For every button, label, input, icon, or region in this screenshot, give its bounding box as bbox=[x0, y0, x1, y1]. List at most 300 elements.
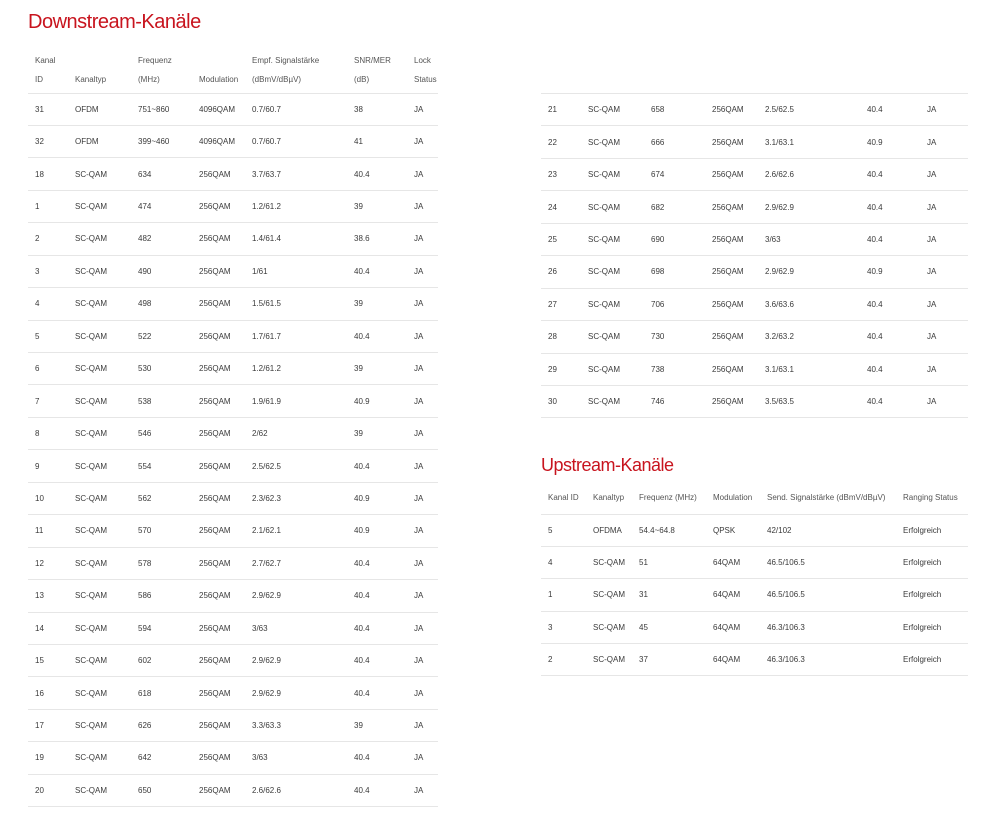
table-cell: 698 bbox=[651, 267, 665, 277]
table-cell: 24 bbox=[548, 202, 557, 212]
table-cell: 3/63 bbox=[252, 623, 268, 633]
table-cell: SC-QAM bbox=[75, 266, 107, 276]
table-cell: 2.3/62.3 bbox=[252, 493, 281, 503]
table-cell: 256QAM bbox=[712, 267, 744, 277]
table-cell: 40.9 bbox=[867, 267, 883, 277]
table-cell: 399~460 bbox=[138, 137, 170, 147]
table-cell: 1/61 bbox=[252, 266, 268, 276]
table-cell: SC-QAM bbox=[593, 655, 625, 665]
table-cell: Erfolgreich bbox=[903, 622, 942, 632]
table-cell: 10 bbox=[35, 493, 44, 503]
table-cell: 256QAM bbox=[712, 234, 744, 244]
table-row bbox=[541, 546, 968, 578]
table-cell: 682 bbox=[651, 202, 665, 212]
table-cell: Erfolgreich bbox=[903, 558, 942, 568]
table-cell: 650 bbox=[138, 785, 152, 795]
table-cell: JA bbox=[414, 137, 424, 147]
table-cell: 46.3/106.3 bbox=[767, 655, 805, 665]
table-cell: SC-QAM bbox=[588, 299, 620, 309]
table-cell: 64QAM bbox=[713, 558, 741, 568]
table-cell: 28 bbox=[548, 332, 557, 342]
table-cell: 578 bbox=[138, 558, 152, 568]
table-cell: 530 bbox=[138, 364, 152, 374]
table-cell: 1.2/61.2 bbox=[252, 364, 281, 374]
table-row bbox=[28, 450, 438, 482]
table-cell: 602 bbox=[138, 656, 152, 666]
table-cell: OFDMA bbox=[593, 525, 622, 535]
col-kanaltyp: Kanaltyp bbox=[75, 74, 107, 84]
table-cell: 1.4/61.4 bbox=[252, 234, 281, 244]
table-cell: 546 bbox=[138, 429, 152, 439]
table-row bbox=[28, 742, 438, 774]
table-cell: SC-QAM bbox=[588, 170, 620, 180]
table-cell: 2.6/62.6 bbox=[252, 785, 281, 795]
table-cell: 2.5/62.5 bbox=[252, 461, 281, 471]
table-cell: 256QAM bbox=[199, 721, 231, 731]
table-cell: 1 bbox=[35, 202, 40, 212]
table-cell: 256QAM bbox=[712, 299, 744, 309]
table-cell: 14 bbox=[35, 623, 44, 633]
table-cell: 40.9 bbox=[354, 493, 370, 503]
table-row bbox=[28, 547, 438, 579]
table-cell: JA bbox=[414, 623, 424, 633]
table-cell: 46.5/106.5 bbox=[767, 590, 805, 600]
table-cell: SC-QAM bbox=[75, 461, 107, 471]
col-snr-mer: SNR/MER (dB) bbox=[354, 55, 391, 84]
col-modulation: Modulation bbox=[713, 492, 753, 502]
table-cell: 40.4 bbox=[867, 299, 883, 309]
table-cell: 2.7/62.7 bbox=[252, 558, 281, 568]
table-cell: 29 bbox=[548, 364, 557, 374]
table-cell: 256QAM bbox=[712, 105, 744, 115]
table-cell: 16 bbox=[35, 688, 44, 698]
table-cell: 0.7/60.7 bbox=[252, 104, 281, 114]
table-cell: 15 bbox=[35, 656, 44, 666]
table-cell: 11 bbox=[35, 526, 44, 536]
table-cell: 690 bbox=[651, 234, 665, 244]
table-cell: SC-QAM bbox=[75, 299, 107, 309]
col-signalstaerke: Empf. Signalstärke (dBmV/dBµV) bbox=[252, 55, 320, 84]
table-cell: 674 bbox=[651, 170, 665, 180]
table-cell: 751~860 bbox=[138, 104, 170, 114]
table-cell: JA bbox=[414, 785, 424, 795]
table-cell: 39 bbox=[354, 721, 363, 731]
table-cell: 40.4 bbox=[867, 105, 883, 115]
table-row bbox=[541, 158, 968, 190]
table-cell: 474 bbox=[138, 202, 152, 212]
table-row bbox=[28, 125, 438, 157]
table-cell: 256QAM bbox=[199, 623, 231, 633]
table-cell: 40.4 bbox=[354, 558, 370, 568]
table-cell: 40.4 bbox=[354, 656, 370, 666]
table-row bbox=[28, 288, 438, 320]
table-cell: 1.7/61.7 bbox=[252, 331, 281, 341]
table-cell: JA bbox=[414, 656, 424, 666]
table-cell: 562 bbox=[138, 493, 152, 503]
table-cell: 256QAM bbox=[199, 461, 231, 471]
table-row bbox=[541, 579, 968, 611]
table-cell: 40.9 bbox=[867, 137, 883, 147]
table-row bbox=[28, 353, 438, 385]
table-cell: JA bbox=[414, 169, 424, 179]
table-cell: 256QAM bbox=[199, 331, 231, 341]
table-cell: 594 bbox=[138, 623, 152, 633]
table-cell: 3.1/63.1 bbox=[765, 137, 794, 147]
table-cell: 2.9/62.9 bbox=[252, 688, 281, 698]
table-cell: 5 bbox=[548, 525, 553, 535]
table-row bbox=[541, 256, 968, 288]
col-kanal-id: Kanal ID bbox=[35, 55, 56, 84]
table-cell: SC-QAM bbox=[588, 234, 620, 244]
table-cell: 40.4 bbox=[354, 169, 370, 179]
table-cell: JA bbox=[414, 591, 424, 601]
table-cell: 2.9/62.9 bbox=[252, 591, 281, 601]
table-cell: SC-QAM bbox=[75, 688, 107, 698]
table-cell: 40.4 bbox=[354, 688, 370, 698]
table-cell: 40.4 bbox=[354, 461, 370, 471]
table-row bbox=[28, 580, 438, 612]
table-cell: 2/62 bbox=[252, 429, 268, 439]
table-cell: 256QAM bbox=[199, 364, 231, 374]
table-row bbox=[28, 677, 438, 709]
table-cell: 40.4 bbox=[354, 591, 370, 601]
table-cell: 3.7/63.7 bbox=[252, 169, 281, 179]
table-cell: JA bbox=[927, 234, 937, 244]
table-cell: SC-QAM bbox=[75, 493, 107, 503]
table-cell: 40.4 bbox=[354, 331, 370, 341]
table-cell: 3.2/63.2 bbox=[765, 332, 794, 342]
table-cell: 498 bbox=[138, 299, 152, 309]
table-cell: 20 bbox=[35, 785, 44, 795]
upstream-table bbox=[541, 481, 968, 676]
downstream-title: Downstream-Kanäle bbox=[28, 11, 201, 33]
table-cell: 256QAM bbox=[199, 753, 231, 763]
table-row bbox=[28, 158, 438, 190]
table-cell: SC-QAM bbox=[588, 397, 620, 407]
table-cell: SC-QAM bbox=[75, 721, 107, 731]
table-cell: SC-QAM bbox=[588, 202, 620, 212]
table-cell: 1.5/61.5 bbox=[252, 299, 281, 309]
table-cell: 40.4 bbox=[354, 266, 370, 276]
table-cell: 0.7/60.7 bbox=[252, 137, 281, 147]
table-cell: 40.9 bbox=[354, 526, 370, 536]
table-cell: 38 bbox=[354, 104, 363, 114]
table-row bbox=[28, 255, 438, 287]
table-cell: 706 bbox=[651, 299, 665, 309]
table-cell: 3 bbox=[35, 266, 40, 276]
table-cell: SC-QAM bbox=[75, 656, 107, 666]
upstream-header-row bbox=[541, 481, 968, 514]
col-kanal-id: Kanal ID bbox=[548, 492, 579, 502]
table-cell: SC-QAM bbox=[75, 526, 107, 536]
table-cell: 40.4 bbox=[867, 170, 883, 180]
table-cell: 618 bbox=[138, 688, 152, 698]
table-cell: JA bbox=[414, 721, 424, 731]
table-cell: 1.2/61.2 bbox=[252, 202, 281, 212]
table-cell: 256QAM bbox=[199, 429, 231, 439]
table-cell: SC-QAM bbox=[75, 364, 107, 374]
table-row bbox=[541, 514, 968, 546]
table-cell: 40.4 bbox=[354, 785, 370, 795]
table-cell: 490 bbox=[138, 266, 152, 276]
table-cell: 25 bbox=[548, 234, 557, 244]
table-cell: 626 bbox=[138, 721, 152, 731]
table-cell: 26 bbox=[548, 267, 557, 277]
table-cell: 23 bbox=[548, 170, 557, 180]
table-cell: JA bbox=[927, 137, 937, 147]
table-cell: 40.4 bbox=[354, 623, 370, 633]
table-cell: 21 bbox=[548, 105, 557, 115]
col-lock-status: Lock Status bbox=[414, 55, 437, 84]
table-cell: SC-QAM bbox=[75, 331, 107, 341]
table-cell: JA bbox=[414, 396, 424, 406]
table-cell: 18 bbox=[35, 169, 44, 179]
table-row bbox=[28, 644, 438, 676]
table-cell: SC-QAM bbox=[593, 590, 625, 600]
table-cell: 1 bbox=[548, 590, 553, 600]
table-row bbox=[28, 515, 438, 547]
table-cell: 4 bbox=[548, 558, 553, 568]
col-ranging-status: Ranging Status bbox=[903, 492, 958, 502]
table-cell: 634 bbox=[138, 169, 152, 179]
table-row bbox=[541, 353, 968, 385]
table-cell: 2.9/62.9 bbox=[765, 202, 794, 212]
table-cell: 13 bbox=[35, 591, 44, 601]
table-cell: JA bbox=[414, 558, 424, 568]
table-row bbox=[541, 321, 968, 353]
table-row bbox=[541, 644, 968, 676]
table-cell: SC-QAM bbox=[75, 396, 107, 406]
table-row bbox=[28, 774, 438, 806]
table-row bbox=[541, 288, 968, 320]
table-cell: 2 bbox=[35, 234, 40, 244]
table-cell: 256QAM bbox=[199, 396, 231, 406]
table-cell: 256QAM bbox=[712, 170, 744, 180]
table-cell: 730 bbox=[651, 332, 665, 342]
table-cell: 22 bbox=[548, 137, 557, 147]
upstream-title: Upstream-Kanäle bbox=[541, 455, 674, 475]
table-cell: JA bbox=[414, 688, 424, 698]
table-cell: SC-QAM bbox=[588, 364, 620, 374]
table-cell: 256QAM bbox=[199, 299, 231, 309]
table-cell: JA bbox=[414, 331, 424, 341]
table-cell: SC-QAM bbox=[75, 623, 107, 633]
table-cell: JA bbox=[927, 267, 937, 277]
downstream-header-row bbox=[28, 47, 438, 93]
table-cell: SC-QAM bbox=[588, 105, 620, 115]
table-cell: 6 bbox=[35, 364, 40, 374]
table-row bbox=[28, 612, 438, 644]
table-cell: JA bbox=[414, 234, 424, 244]
table-cell: JA bbox=[414, 493, 424, 503]
table-cell: 256QAM bbox=[199, 656, 231, 666]
table-cell: 3.5/63.5 bbox=[765, 397, 794, 407]
table-cell: 256QAM bbox=[199, 493, 231, 503]
col-kanaltyp: Kanaltyp bbox=[593, 492, 625, 502]
table-cell: 586 bbox=[138, 591, 152, 601]
table-cell: JA bbox=[414, 429, 424, 439]
table-cell: 3 bbox=[548, 622, 553, 632]
table-cell: 46.3/106.3 bbox=[767, 622, 805, 632]
table-cell: 666 bbox=[651, 137, 665, 147]
table-cell: JA bbox=[927, 332, 937, 342]
table-cell: 256QAM bbox=[712, 397, 744, 407]
table-cell: 8 bbox=[35, 429, 40, 439]
table-cell: SC-QAM bbox=[588, 137, 620, 147]
table-cell: 17 bbox=[35, 721, 44, 731]
table-cell: 3/63 bbox=[252, 753, 268, 763]
table-cell: JA bbox=[414, 266, 424, 276]
table-row bbox=[28, 385, 438, 417]
table-cell: 2.9/62.9 bbox=[252, 656, 281, 666]
table-cell: 3/63 bbox=[765, 234, 781, 244]
table-cell: JA bbox=[927, 299, 937, 309]
table-cell: 256QAM bbox=[199, 785, 231, 795]
table-row bbox=[28, 709, 438, 741]
table-cell: 746 bbox=[651, 397, 665, 407]
table-cell: QPSK bbox=[713, 525, 736, 535]
table-cell: 40.4 bbox=[867, 397, 883, 407]
table-cell: 256QAM bbox=[199, 558, 231, 568]
table-cell: 40.9 bbox=[354, 396, 370, 406]
table-cell: Erfolgreich bbox=[903, 525, 942, 535]
table-cell: 4 bbox=[35, 299, 40, 309]
table-cell: SC-QAM bbox=[75, 753, 107, 763]
downstream-table-continued bbox=[541, 93, 968, 418]
table-cell: 4096QAM bbox=[199, 137, 236, 147]
table-cell: JA bbox=[414, 364, 424, 374]
table-row bbox=[28, 93, 438, 125]
table-row bbox=[28, 320, 438, 352]
table-cell: 54.4~64.8 bbox=[639, 525, 675, 535]
table-cell: 2.5/62.5 bbox=[765, 105, 794, 115]
table-cell: 39 bbox=[354, 299, 363, 309]
table-cell: 256QAM bbox=[199, 234, 231, 244]
table-cell: 256QAM bbox=[199, 202, 231, 212]
table-cell: 40.4 bbox=[867, 234, 883, 244]
table-cell: 2.1/62.1 bbox=[252, 526, 281, 536]
table-cell: JA bbox=[927, 170, 937, 180]
table-cell: 256QAM bbox=[199, 688, 231, 698]
table-cell: 256QAM bbox=[712, 202, 744, 212]
table-cell: SC-QAM bbox=[588, 267, 620, 277]
table-cell: 46.5/106.5 bbox=[767, 558, 805, 568]
table-cell: 51 bbox=[639, 558, 648, 568]
table-cell: SC-QAM bbox=[75, 234, 107, 244]
table-cell: 2 bbox=[548, 655, 553, 665]
table-cell: 31 bbox=[35, 104, 44, 114]
table-cell: OFDM bbox=[75, 137, 99, 147]
table-cell: 32 bbox=[35, 137, 44, 147]
table-row bbox=[28, 417, 438, 449]
table-cell: JA bbox=[414, 461, 424, 471]
table-row bbox=[541, 611, 968, 643]
table-cell: 45 bbox=[639, 622, 648, 632]
table-cell: Erfolgreich bbox=[903, 590, 942, 600]
table-cell: 570 bbox=[138, 526, 152, 536]
table-cell: 642 bbox=[138, 753, 152, 763]
table-cell: 30 bbox=[548, 397, 557, 407]
table-cell: JA bbox=[414, 202, 424, 212]
table-cell: SC-QAM bbox=[75, 202, 107, 212]
table-cell: 3.3/63.3 bbox=[252, 721, 281, 731]
table-cell: 658 bbox=[651, 105, 665, 115]
table-cell: 19 bbox=[35, 753, 44, 763]
col-modulation: Modulation bbox=[199, 74, 239, 84]
table-row bbox=[28, 190, 438, 222]
table-cell: 256QAM bbox=[199, 591, 231, 601]
table-cell: 522 bbox=[138, 331, 152, 341]
table-cell: SC-QAM bbox=[75, 169, 107, 179]
table-cell: 538 bbox=[138, 396, 152, 406]
table-cell: 256QAM bbox=[199, 266, 231, 276]
table-cell: 64QAM bbox=[713, 622, 741, 632]
table-cell: 40.4 bbox=[867, 202, 883, 212]
table-cell: 2.9/62.9 bbox=[765, 267, 794, 277]
col-frequenz: Frequenz (MHz) bbox=[138, 55, 172, 84]
table-cell: 27 bbox=[548, 299, 557, 309]
table-cell: 256QAM bbox=[712, 364, 744, 374]
table-row bbox=[28, 223, 438, 255]
downstream-table bbox=[28, 47, 438, 807]
table-cell: 738 bbox=[651, 364, 665, 374]
table-cell: 38.6 bbox=[354, 234, 370, 244]
table-cell: SC-QAM bbox=[75, 558, 107, 568]
table-cell: JA bbox=[927, 202, 937, 212]
table-cell: 40.4 bbox=[354, 753, 370, 763]
table-cell: SC-QAM bbox=[75, 429, 107, 439]
table-row bbox=[541, 191, 968, 223]
table-cell: 41 bbox=[354, 137, 363, 147]
table-cell: SC-QAM bbox=[75, 591, 107, 601]
table-cell: JA bbox=[414, 299, 424, 309]
table-row bbox=[541, 94, 968, 126]
table-cell: 12 bbox=[35, 558, 44, 568]
table-cell: JA bbox=[927, 397, 937, 407]
table-row bbox=[541, 385, 968, 417]
table-cell: 40.4 bbox=[867, 364, 883, 374]
table-cell: Erfolgreich bbox=[903, 655, 942, 665]
table-cell: 64QAM bbox=[713, 655, 741, 665]
table-cell: 256QAM bbox=[199, 169, 231, 179]
table-cell: JA bbox=[927, 105, 937, 115]
table-cell: OFDM bbox=[75, 104, 99, 114]
table-cell: 2.6/62.6 bbox=[765, 170, 794, 180]
table-row bbox=[541, 126, 968, 158]
table-cell: 37 bbox=[639, 655, 648, 665]
table-cell: JA bbox=[414, 753, 424, 763]
table-cell: 482 bbox=[138, 234, 152, 244]
table-cell: 554 bbox=[138, 461, 152, 471]
table-cell: 39 bbox=[354, 202, 363, 212]
table-cell: 64QAM bbox=[713, 590, 741, 600]
table-cell: 256QAM bbox=[712, 332, 744, 342]
table-cell: 39 bbox=[354, 364, 363, 374]
table-cell: 9 bbox=[35, 461, 40, 471]
table-cell: 5 bbox=[35, 331, 40, 341]
table-cell: SC-QAM bbox=[75, 785, 107, 795]
table-cell: JA bbox=[927, 364, 937, 374]
col-send-signalstaerke: Send. Signalstärke (dBmV/dBµV) bbox=[767, 492, 886, 502]
table-cell: SC-QAM bbox=[593, 558, 625, 568]
table-cell: 256QAM bbox=[199, 526, 231, 536]
table-cell: 7 bbox=[35, 396, 40, 406]
table-cell: SC-QAM bbox=[588, 332, 620, 342]
table-cell: JA bbox=[414, 104, 424, 114]
table-cell: 39 bbox=[354, 429, 363, 439]
table-row bbox=[541, 223, 968, 255]
table-cell: 3.1/63.1 bbox=[765, 364, 794, 374]
